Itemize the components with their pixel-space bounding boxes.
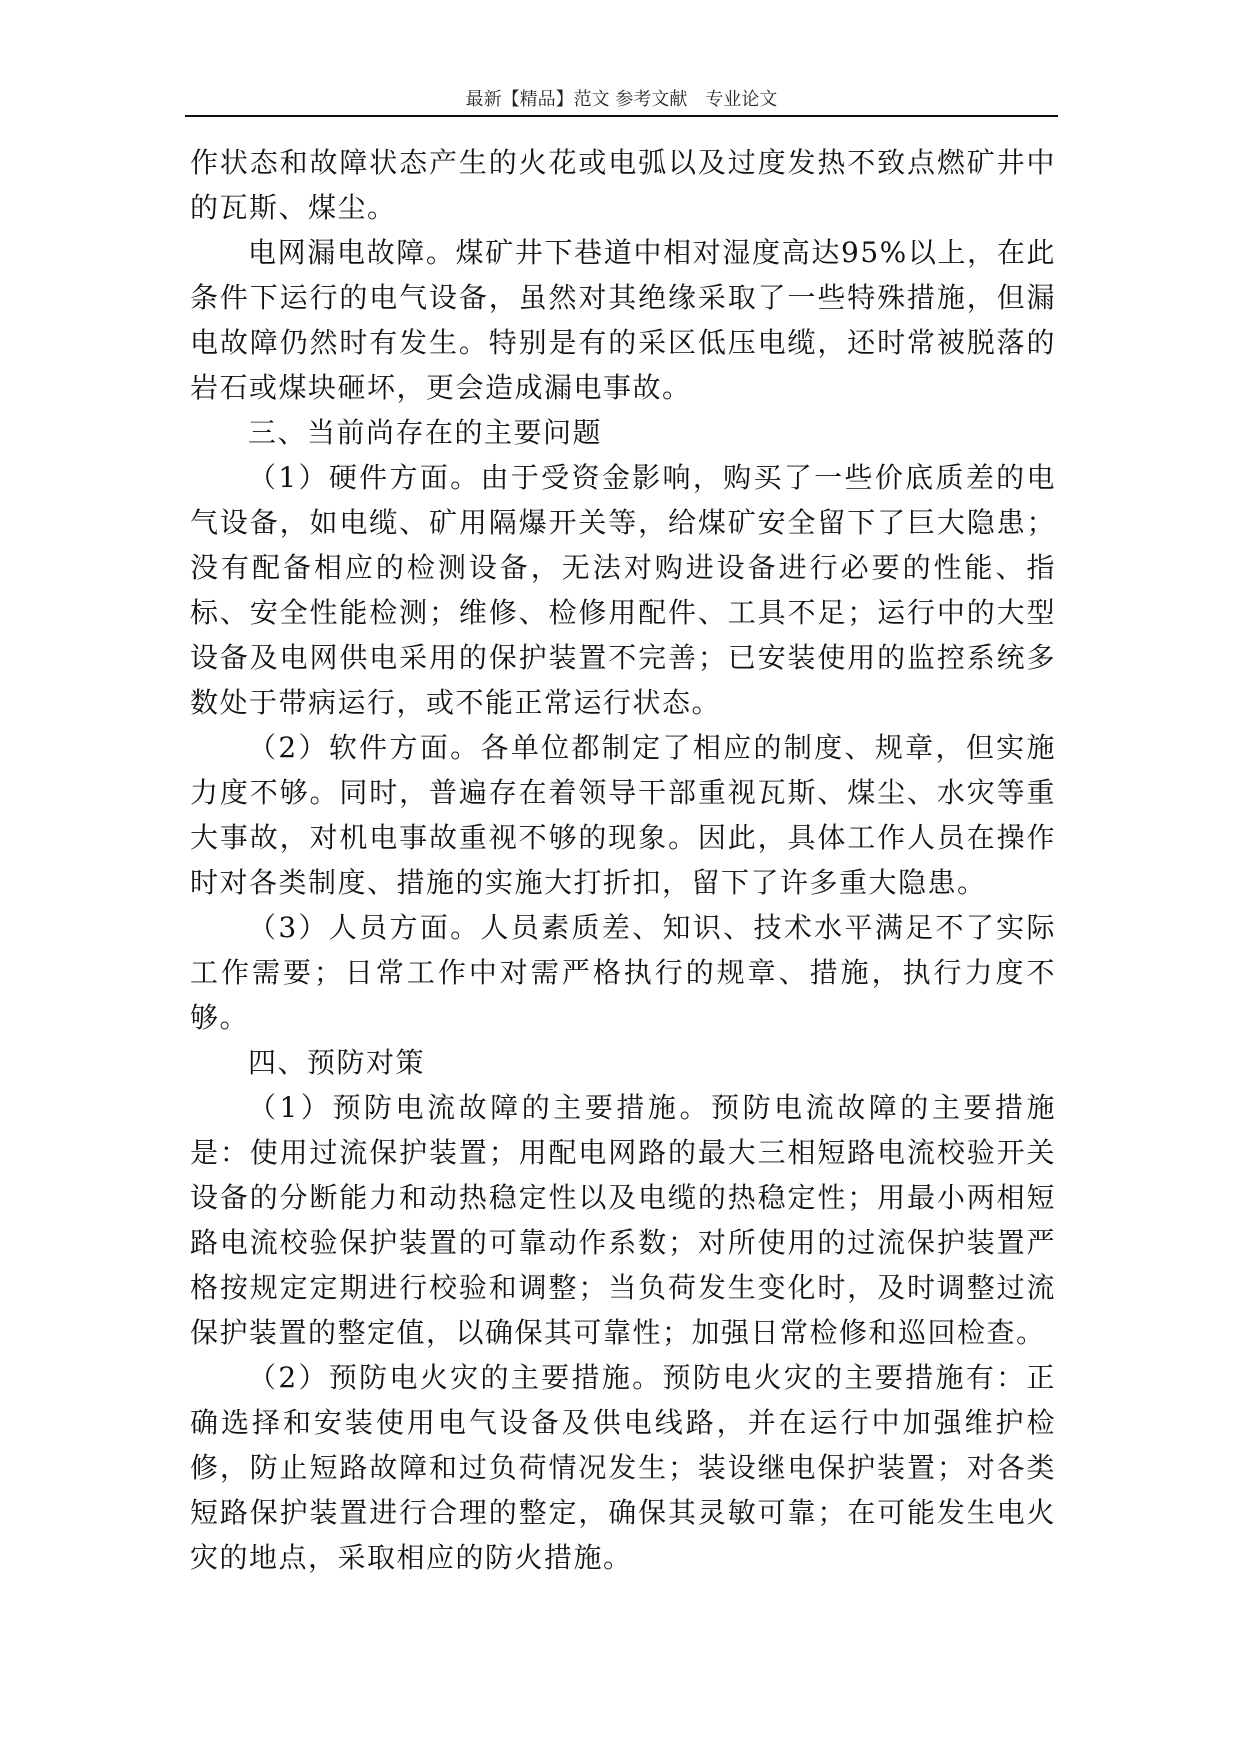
paragraph-software: （2）软件方面。各单位都制定了相应的制度、规章，但实施力度不够。同时，普遍存在着领导干部重视瓦斯、煤尘、水灾等重大事故，对机电事故重视不够的现象。因此，具体工作人员在操作时对各类制度、措施的实施大打折扣，留下了许多重大隐患。 <box>190 731 1056 899</box>
page-header: 最新【精品】范文 参考文献 专业论文 <box>465 89 778 110</box>
paragraph-leakage-fault: 电网漏电故障。煤矿井下巷道中相对湿度高达95%以上，在此条件下运行的电气设备，虽然对其绝缘采取了一些特殊措施，但漏电故障仍然时有发生。特别是有的采区低压电缆，还时常被脱落的岩石或煤块砸坏，更会造成漏电事故。 <box>190 236 1056 404</box>
section-heading-countermeasures: 四、预防对策 <box>248 1046 426 1079</box>
paragraph-continuation: 作状态和故障状态产生的火花或电弧以及过度发热不致点燃矿井中的瓦斯、煤尘。 <box>190 146 1056 224</box>
paragraph-current-fault-measures: （1）预防电流故障的主要措施。预防电流故障的主要措施是：使用过流保护装置；用配电网路的最大三相短路电流校验开关设备的分断能力和动热稳定性以及电缆的热稳定性；用最小两相短路电流校验保护装置的可靠动作系数；对所使用的过流保护装置严格按规定定期进行校验和调整；当负荷发生变化时，及时调整过流保护装置的整定值，以确保其可靠性；加强日常检修和巡回检查。 <box>190 1091 1056 1349</box>
document-body <box>190 140 1056 1580</box>
section-heading-problems: 三、当前尚存在的主要问题 <box>248 416 603 449</box>
header-divider <box>185 115 1058 117</box>
paragraph-hardware: （1）硬件方面。由于受资金影响，购买了一些价底质差的电气设备，如电缆、矿用隔爆开关等，给煤矿安全留下了巨大隐患；没有配备相应的检测设备，无法对购进设备进行必要的性能、指标、安全性能检测；维修、检修用配件、工具不足；运行中的大型设备及电网供电采用的保护装置不完善；已安装使用的监控系统多数处于带病运行，或不能正常运行状态。 <box>190 461 1056 719</box>
paragraph-fire-measures: （2）预防电火灾的主要措施。预防电火灾的主要措施有：正确选择和安装使用电气设备及供电线路，并在运行中加强维护检修，防止短路故障和过负荷情况发生；装设继电保护装置；对各类短路保护装置进行合理的整定，确保其灵敏可靠；在可能发生电火灾的地点，采取相应的防火措施。 <box>190 1361 1056 1574</box>
paragraph-personnel: （3）人员方面。人员素质差、知识、技术水平满足不了实际工作需要；日常工作中对需严格执行的规章、措施，执行力度不够。 <box>190 911 1056 1034</box>
